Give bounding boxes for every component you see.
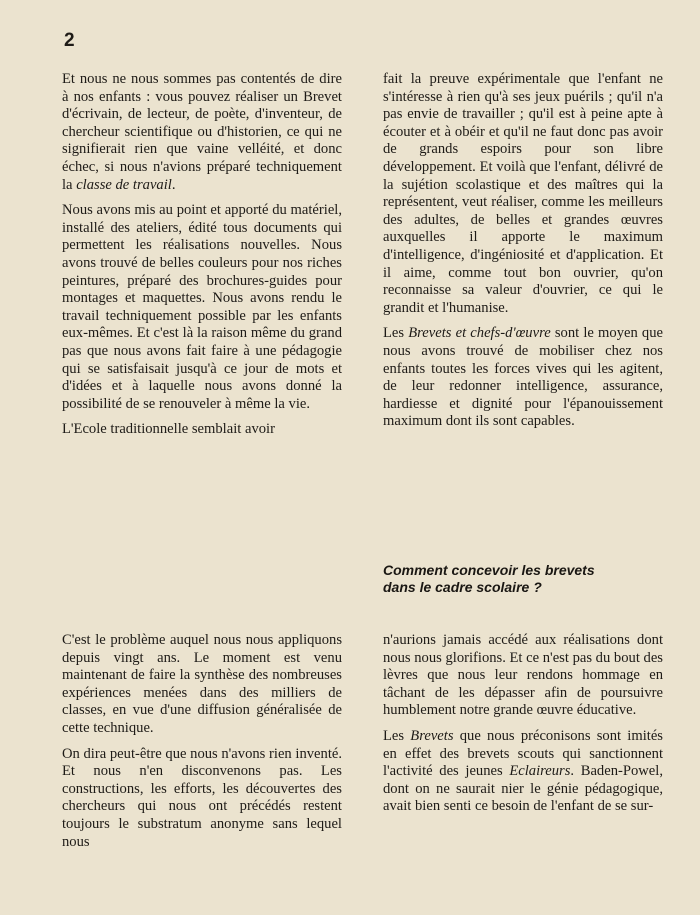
page-number: 2 [64, 30, 75, 51]
column-top-left [62, 71, 342, 447]
section-heading-line: Comment concevoir les brevets [383, 562, 595, 578]
section-heading-line: dans le cadre scolaire ? [383, 579, 542, 595]
paragraph-text: Et nous ne nous sommes pas contentés de dire à nos enfants : vous pouvez réaliser un Brevet d'écrivain, de lecteur, de poète, d'inventeur, de chercheur scientifique ou d'historien, ce qui ne signifierait rien que vaine velléité, et donc échec, si nous n'avions préparé techniquement la [62, 71, 342, 193]
paragraph-text: sont le moyen que nous avons trouvé de mobiliser chez nos enfants toutes les forces vives qui les agitent, de leur redonner intelligence, assurance, hardiesse et dignité pour l'épanouissement maximum dont ils sont capables. [383, 325, 663, 430]
paragraph: n'aurions jamais accédé aux réalisations dont nous nous glorifions. Et ce n'est pas du bout des lèvres que nous leur rendons hommage en tâchant de les dépasser afin de poursuivre humblement notre grande œuvre éducative. [383, 632, 663, 719]
paragraph [383, 728, 663, 816]
emphasis-text: Eclaireurs [509, 763, 571, 780]
emphasis-text: Brevets et chefs-d'œuvre [408, 325, 551, 342]
section-heading [383, 562, 683, 596]
paragraph [62, 71, 342, 194]
column-bottom-left [62, 632, 342, 859]
paragraph-text: . Baden-Powel, dont on ne saurait nier le génie pédagogique, avait bien senti ce besoin de l'enfant de se sur- [383, 763, 663, 815]
emphasis-text: classe de travail [76, 176, 172, 193]
paragraph-text: que nous préconisons sont imités en effet des brevets scouts qui sanctionnent l'activité des jeunes [383, 727, 663, 780]
emphasis-text: Brevets [410, 727, 454, 744]
paragraph: On dira peut-être que nous n'avons rien inventé. Et nous n'en disconvenons pas. Les constructions, les efforts, les découvertes des chercheurs qui nous ont précédés restent toujours le substratum anonyme sans lequel nous [62, 745, 342, 850]
paragraph-text: . [171, 176, 176, 193]
paragraph: C'est le problème auquel nous nous appliquons depuis vingt ans. Le moment est venu maintenant de faire la synthèse des nombreuses expériences menées dans des milliers de classes, en vue d'une diffusion généralisée de cette technique. [62, 632, 342, 736]
paragraph-text: Les [383, 727, 411, 744]
paragraph: L'Ecole traditionnelle semblait avoir [62, 421, 275, 438]
column-top-right [383, 71, 663, 439]
paragraph: Nous avons mis au point et apporté du matériel, installé des ateliers, édité tous documents qui permettent les réalisations nouvelles. Nous avons trouvé de belles couleurs pour nos riches peintures, préparé des brochures-guides pour montages et maquettes. Nous avons rendu le travail techniquement possible par les enfants eux-mêmes. Et c'est là la raison même du grand pas que nous avons fait faire à une pédagogie qui se satisfaisait jusqu'à ce jour de mots et d'idées et à laquelle nous avons donné la possibilité de se renouveler à même la vie. [62, 202, 342, 412]
paragraph-text: Les [383, 325, 409, 342]
paragraph [383, 325, 663, 431]
column-bottom-right [383, 632, 663, 824]
paragraph: fait la preuve expérimentale que l'enfant ne s'intéresse à rien qu'à ses jeux puérils ; qu'il n'a pas envie de travailler ; qu'il est à peine apte à écouter et à obéir et qu'il ne faut donc pas avoir de grands espoirs pour son libre développement. Et voilà que l'enfant, délivré de la sujétion scolastique et des maîtres qui la représentent, veut réaliser, comme les meilleurs des adultes, de belles et grandes œuvres auxquelles il apporte le maximum d'intelligence, d'ingéniosité et d'application. Et il aime, comme tout bon ouvrier, qu'on reconnaisse sa valeur d'ouvrier, ce qui le grandit et l'humanise. [383, 71, 663, 316]
